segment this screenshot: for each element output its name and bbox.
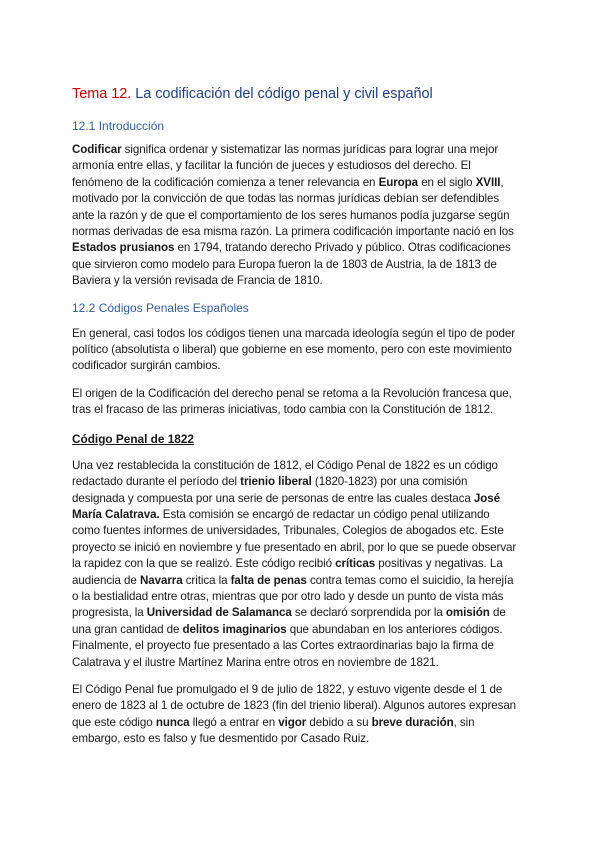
paragraph-codigo-1822-redaccion bbox=[72, 458, 520, 671]
paragraph-origen: El origen de la Codificación del derecho penal se retoma a la Revolución francesa que, tras el fracaso de las primeras iniciativas, todo cambia con la Constitución de 1812. bbox=[72, 386, 512, 417]
text-run: en 1794, tratando derecho Privado y público. Otras codificaciones que sirvieron como modelo para Europa fueron la de 1803 de Austria, la de 1813 de Baviera y la versión revisada de Francia de 1810. bbox=[72, 241, 511, 288]
bold-term: nunca bbox=[155, 715, 190, 729]
text-run: llegó a entrar en bbox=[189, 715, 279, 729]
section-heading-introduccion: 12.1 Introducción bbox=[72, 119, 165, 133]
text-run: (1820-1823) por una comisión designada y compuesta por una serie de personas de entre las cuales destaca bbox=[72, 475, 474, 505]
text-run: contra temas como el suicidio, la herejía o la bestialidad entre otras, mientras que por otro lado y desde un punto de vista más progresista, la bbox=[72, 573, 514, 620]
bold-term: trienio liberal bbox=[240, 475, 312, 489]
text-run: de una gran cantidad de bbox=[72, 606, 506, 636]
text-run: El Código Penal fue promulgado el 9 de julio de 1822, y estuvo vigente desde el 1 de enero de 1823 al 1 de octubre de 1823 (fin del trienio liberal). Algunos autores expresan que este código bbox=[72, 682, 517, 729]
document-title bbox=[72, 84, 520, 104]
bold-term: Navarra bbox=[139, 573, 183, 587]
bold-term: Universidad de Salamanca bbox=[146, 606, 292, 620]
bold-term: críticas bbox=[335, 557, 376, 571]
text-run: significa ordenar y sistematizar las normas jurídicas para lograr una mejor armonía entre ellas, y facilitar la función de jueces y estudiosos del derecho. El fenómeno de la codificación comienza a tener relevancia en bbox=[72, 143, 499, 189]
bold-term: José María Calatrava. bbox=[72, 491, 501, 521]
text-run: , motivado por la convicción de que todas las normas jurídicas debían ser defendibles ante la razón y de que el comportamiento de los seres humanos podía juzgarse según normas derivadas de esa misma razón. La primera codificación importante nació en los bbox=[72, 175, 514, 239]
paragraph-introduccion bbox=[72, 142, 520, 290]
text-run: Esta comisión se encargó de redactar un código penal utilizando como fuentes informes de universidades, Tribunales, Colegios de abogados etc. Este proyecto se inició en noviembre y fue presentado en abril, por lo que se puede observar la rapidez con la que se realizó. Este código recibió bbox=[72, 507, 517, 571]
bold-term: Europa bbox=[378, 175, 419, 189]
title-number: Tema 12. bbox=[72, 86, 132, 102]
bold-term: vigor bbox=[278, 715, 307, 729]
text-run: se declaró sorprendida por la bbox=[291, 606, 446, 620]
paragraph-codigo-1822-vigencia bbox=[72, 682, 520, 748]
text-run: , sin embargo, esto es falso y fue desmentido por Casado Ruiz. bbox=[72, 715, 475, 746]
text-run: que abundaban en los anteriores códigos. Finalmente, el proyecto fue presentado a las Cortes extraordinarias bajo la firma de Calatrava y el ilustre Martínez Marina entre otros en noviembre de 1821. bbox=[72, 622, 503, 669]
page-content bbox=[72, 80, 520, 748]
text-run: en el siglo bbox=[418, 175, 476, 189]
text-run: Una vez restablecida la constitución de 1812, el Código Penal de 1822 es un código redactado durante el período del bbox=[72, 458, 498, 489]
bold-term: Codificar bbox=[72, 143, 122, 156]
text-run: critica la bbox=[182, 573, 231, 587]
paragraph-ideologia: En general, casi todos los códigos tienen una marcada ideología según el tipo de poder político (absolutista o liberal) que gobierne en ese momento, pero con este movimiento codificador surgirán cambios. bbox=[72, 326, 516, 373]
title-text: La codificación del código penal y civil español bbox=[131, 86, 433, 102]
bold-term: falta de penas bbox=[230, 573, 307, 587]
bold-term: delitos imaginarios bbox=[182, 622, 287, 636]
bold-term: Estados prusianos bbox=[72, 241, 175, 255]
bold-term: XVIII bbox=[475, 175, 501, 189]
subheading-codigo-penal-1822: Código Penal de 1822 bbox=[72, 431, 194, 446]
text-run: debido a su bbox=[306, 715, 372, 729]
section-heading-codigos-penales: 12.2 Códigos Penales Españoles bbox=[72, 300, 249, 315]
bold-term: breve duración bbox=[371, 715, 454, 729]
text-run: positivas y negativas. La audiencia de bbox=[72, 557, 503, 587]
bold-term: omisión bbox=[445, 606, 490, 620]
